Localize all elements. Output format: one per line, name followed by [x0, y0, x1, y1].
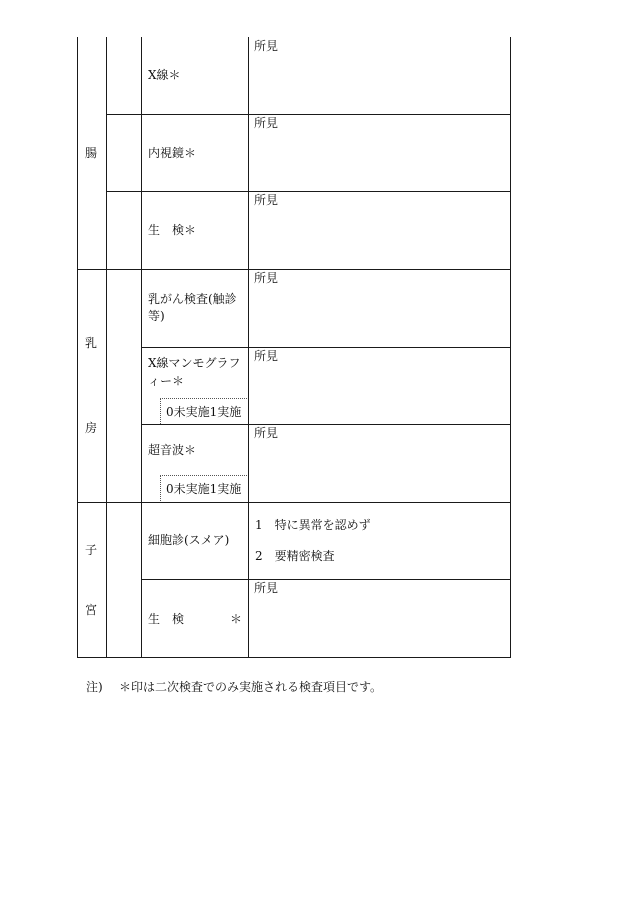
row-line-endoscopy-top — [106, 114, 511, 115]
mammography-status-box — [160, 398, 247, 424]
findings-mammography: 所見 — [254, 349, 279, 363]
section-label-intestine: 腸 — [85, 146, 98, 160]
test-biopsy-intestine: 生 検＊ — [148, 223, 197, 237]
row-line-mammography-top — [141, 347, 511, 348]
section-label-uterus-1: 子 — [85, 543, 98, 557]
section-label-breast-1: 乳 — [85, 336, 98, 350]
table-border-bottom — [77, 657, 511, 658]
test-cytology: 細胞診(スメア) — [148, 533, 230, 547]
findings-endoscopy: 所見 — [254, 116, 279, 130]
cytology-option-2: 2 要精密検査 — [255, 549, 335, 563]
test-ultrasound: 超音波＊ — [148, 443, 197, 457]
test-xray: X線＊ — [148, 68, 181, 82]
row-line-biopsy-top — [106, 191, 511, 192]
test-biopsy-uterus-mark: ＊ — [230, 612, 243, 626]
findings-breast-exam: 所見 — [254, 271, 279, 285]
section-label-breast-2: 房 — [85, 421, 98, 435]
ultrasound-status-options: 0未実施1実施 — [166, 482, 242, 496]
findings-biopsy-uterus: 所見 — [254, 581, 279, 595]
test-breast-exam-line1: 乳がん検査(触診 — [148, 292, 237, 306]
test-breast-exam-line2: 等) — [148, 309, 165, 323]
section-label-uterus-2: 宮 — [85, 603, 98, 617]
test-biopsy-uterus: 生 検 — [148, 612, 185, 626]
mammography-status-options: 0未実施1実施 — [166, 405, 242, 419]
row-line-uterus-biopsy-top — [141, 579, 511, 580]
test-mammography-line2: ィー＊ — [148, 374, 185, 388]
table-border-left — [77, 37, 78, 658]
table-col-divider-1 — [106, 37, 107, 658]
section-line-uterus-top — [77, 502, 511, 503]
findings-biopsy-intestine: 所見 — [254, 193, 279, 207]
ultrasound-status-box — [160, 475, 247, 501]
test-endoscopy: 内視鏡＊ — [148, 146, 197, 160]
section-line-breast-top — [77, 269, 511, 270]
footnote-text: ＊印は二次検査でのみ実施される検査項目です。 — [119, 680, 383, 694]
findings-xray: 所見 — [254, 39, 279, 53]
findings-ultrasound: 所見 — [254, 426, 279, 440]
cytology-option-1: 1 特に異常を認めず — [255, 518, 371, 532]
row-line-ultrasound-top — [141, 424, 511, 425]
test-mammography-line1: X線マンモグラフ — [148, 356, 241, 370]
footnote-prefix: 注) — [86, 680, 103, 694]
